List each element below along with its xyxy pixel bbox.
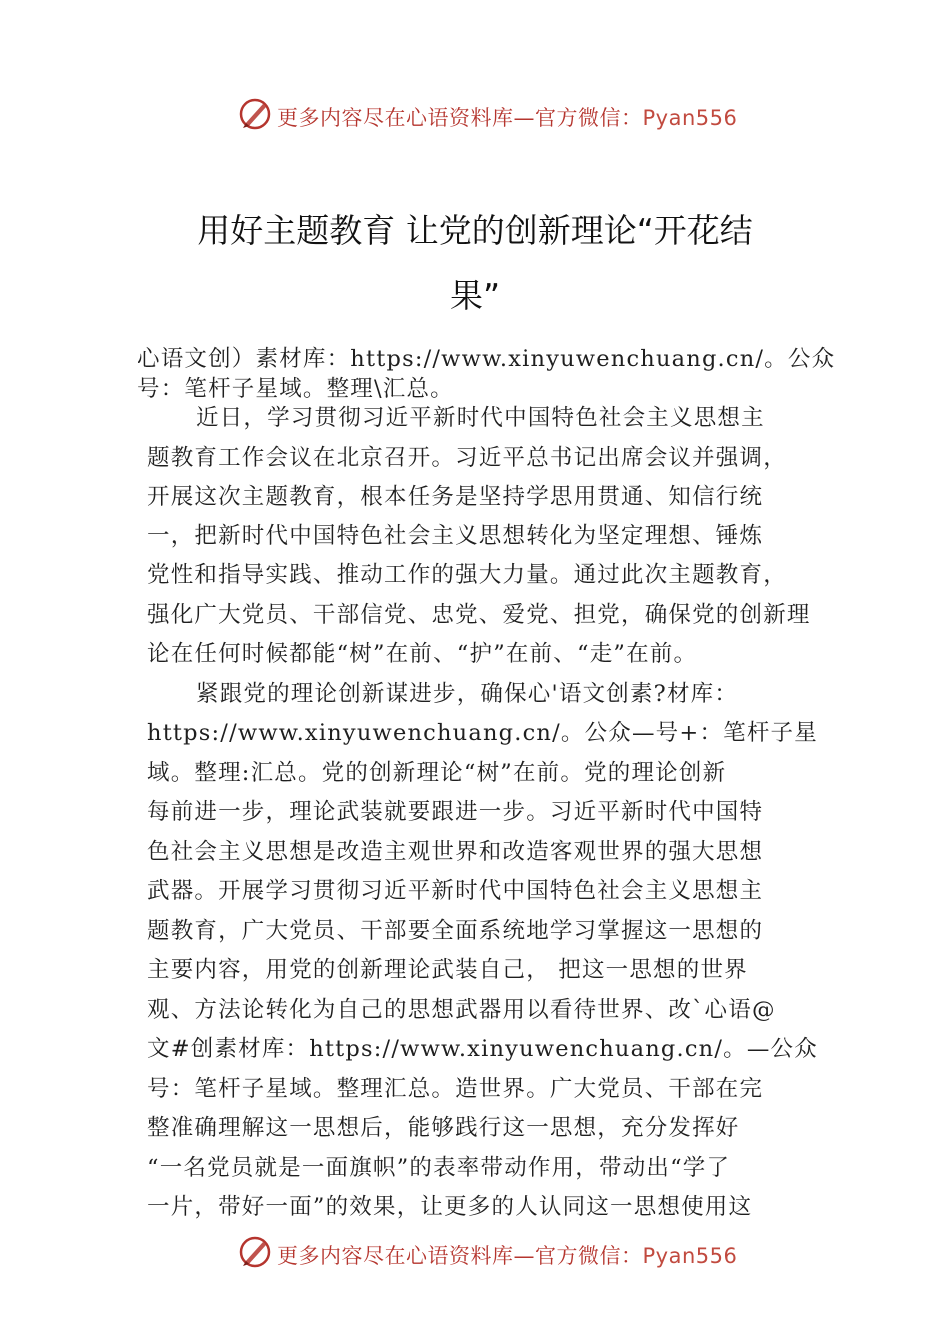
body-line: 一片，带好一面”的效果，让更多的人认同这一思想使用这 [147,1194,753,1220]
body-line: 主要内容，用党的创新理论武装自己， 把这一思想的世界 [147,957,748,983]
body-line: https://www.xinyuwenchuang.cn/。公众—号+：笔杆子星 [147,720,818,746]
body-line: 整准确理解这一思想后，能够践行这一思想，充分发挥好 [147,1115,740,1141]
body-line: 近日，学习贯彻习近平新时代中国特色社会主义思想主 [196,405,765,431]
body-line: 号：笔杆子星域。整理汇总。造世界。广大党员、干部在完 [147,1076,764,1102]
body-line: 题教育工作会议在北京召开。习近平总书记出席会议并强调， [147,445,787,471]
wechat-id: Pyan556 [642,1244,738,1268]
body-line: 心语文创）素材库：https://www.xinyuwenchuang.cn/。公众 [137,346,836,372]
body-line: 党性和指导实践、推动工作的强大力量。通过此次主题教育， [147,562,787,588]
header-watermark-banner [0,96,950,136]
body-line: 每前进一步，理论武装就要跟进一步。习近平新时代中国特 [147,799,764,825]
body-line: 题教育，广大党员、干部要全面系统地学习掌握这一思想的 [147,918,764,944]
body-line: 文#创素材库：https://www.xinyuwenchuang.cn/。—公众 [147,1036,818,1062]
header-banner-text: 更多内容尽在心语资料库—官方微信：Pyan556 [277,106,738,130]
footer-banner-text: 更多内容尽在心语资料库—官方微信：Pyan556 [277,1244,738,1268]
pen-logo-icon [237,96,273,132]
body-line: 色社会主义思想是改造主观世界和改造客观世界的强大思想 [147,839,764,865]
body-line: 紧跟党的理论创新谋进步，确保心'语文创素?材库： [196,681,739,707]
body-line: 号：笔杆子星域。整理\汇总。 [137,376,454,402]
body-line: 开展这次主题教育，根本任务是坚持学思用贯通、知信行统 [147,484,764,510]
document-title-line-2: 果” [449,276,501,315]
body-line: 强化广大党员、干部信党、忠党、爱党、担党，确保党的创新理 [147,602,811,628]
body-line: “一名党员就是一面旗帜”的表率带动作用，带动出“学了 [147,1155,731,1181]
body-line: 一，把新时代中国特色社会主义思想转化为坚定理想、锤炼 [147,523,764,549]
document-title-line-1: 用好主题教育 让党的创新理论“开花结 [197,211,753,250]
body-line: 武器。开展学习贯彻习近平新时代中国特色社会主义思想主 [147,878,764,904]
body-line: 论在任何时候都能“树”在前、“护”在前、“走”在前。 [147,641,698,667]
footer-watermark-banner [0,1234,950,1274]
body-line: 域。整理:汇总。党的创新理论“树”在前。党的理论创新 [147,760,727,786]
pen-logo-icon [237,1234,273,1270]
wechat-id: Pyan556 [642,106,738,130]
body-line: 观、方法论转化为自己的思想武器用以看待世界、改`心语@ [147,997,776,1023]
